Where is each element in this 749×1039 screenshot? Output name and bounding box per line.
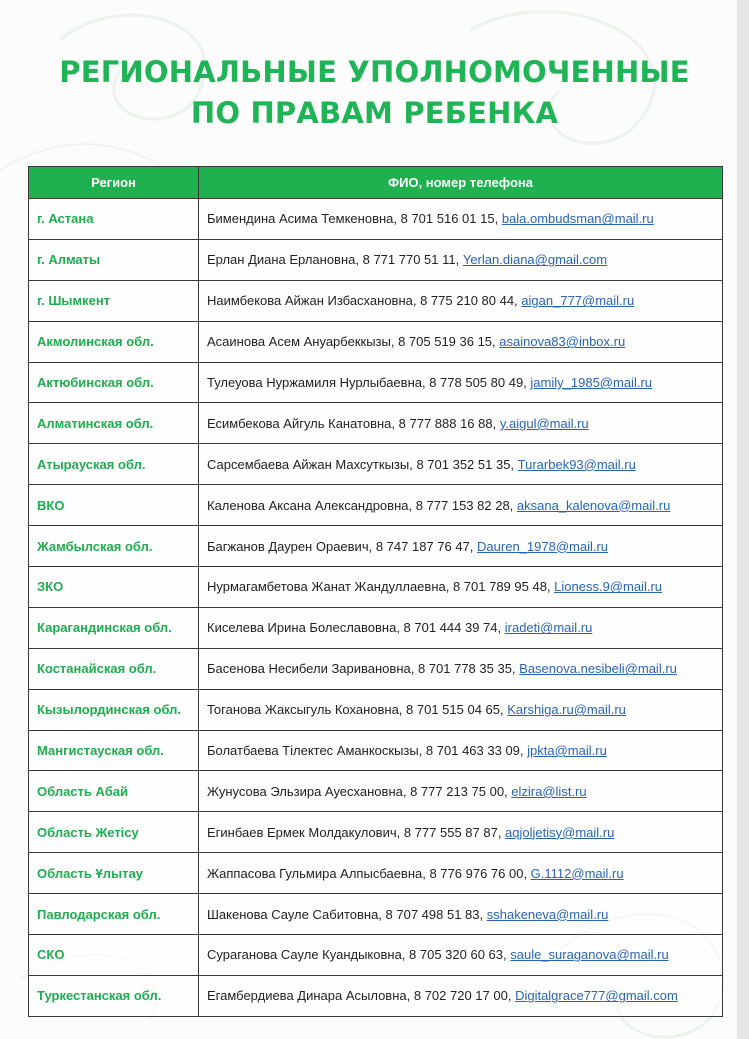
region-cell: ВКО: [29, 485, 199, 526]
contact-cell: [199, 812, 723, 853]
email-link[interactable]: jamily_1985@mail.ru: [530, 375, 652, 390]
contact-name-phone: Жунусова Эльзира Ауесхановна, 8 777 213 75 00,: [207, 783, 512, 799]
table-row: [29, 648, 723, 689]
contact-name-phone: Сарсембаева Айжан Махсуткызы, 8 701 352 51 35,: [207, 456, 518, 472]
region-cell: Алматинская обл.: [29, 403, 199, 444]
table-row: [29, 771, 723, 812]
contact-name-phone: Наимбекова Айжан Избасхановна, 8 775 210 80 44,: [207, 293, 522, 309]
contact-name-phone: Басенова Несибели Заривановна, 8 701 778 35 35,: [207, 661, 520, 677]
table-row: [29, 730, 723, 771]
table-row: [29, 935, 723, 976]
contact-cell: [199, 239, 723, 280]
table-row: [29, 812, 723, 853]
email-link[interactable]: jpkta@mail.ru: [527, 743, 607, 759]
email-link[interactable]: Digitalgrace777@gmail.com: [515, 988, 678, 1004]
region-cell: Туркестанская обл.: [29, 975, 199, 1016]
contact-cell: [199, 403, 723, 444]
contact-cell: [199, 894, 723, 935]
email-link[interactable]: bala.ombudsman@mail.ru: [501, 211, 654, 227]
table-body: [29, 199, 723, 1017]
ombudsman-table: [28, 166, 723, 1017]
contact-name-phone: Шакенова Сауле Сабитовна, 8 707 498 51 83,: [207, 906, 487, 922]
contact-cell: [199, 771, 723, 812]
email-link[interactable]: elzira@list.ru: [511, 783, 587, 799]
region-cell: Область Жетісу: [29, 812, 199, 853]
page-edge-shadow: [737, 0, 749, 1039]
title-line-1: РЕГИОНАЛЬНЫЕ УПОЛНОМОЧЕННЫЕ: [59, 55, 690, 89]
contact-cell: [199, 362, 723, 403]
email-link[interactable]: sshakeneva@mail.ru: [486, 906, 609, 922]
email-link[interactable]: Yerlan.diana@gmail.com: [462, 252, 608, 268]
email-link[interactable]: iradeti@mail.ru: [504, 620, 593, 636]
table-row: [29, 444, 723, 485]
contact-name-phone: Сураганова Сауле Куандыковна, 8 705 320 60 63,: [207, 947, 511, 963]
contact-name-phone: Асаинова Асем Ануарбеккызы, 8 705 519 36 15,: [207, 334, 500, 350]
table-row: [29, 975, 723, 1016]
contact-cell: [199, 935, 723, 976]
contact-cell: [199, 730, 723, 771]
contact-cell: [199, 853, 723, 894]
email-link[interactable]: asainova83@inbox.ru: [499, 334, 626, 350]
table-row: [29, 321, 723, 362]
email-link[interactable]: Turarbek93@mail.ru: [517, 456, 636, 472]
contact-cell: [199, 607, 723, 648]
contact-name-phone: Егамбердиева Динара Асыловна, 8 702 720 17 00,: [207, 988, 516, 1004]
contact-cell: [199, 648, 723, 689]
region-cell: Область Ұлытау: [29, 853, 199, 894]
email-link[interactable]: Karshiga.ru@mail.ru: [507, 702, 626, 718]
table-row: [29, 853, 723, 894]
contact-cell: [199, 321, 723, 362]
table-row: [29, 485, 723, 526]
region-cell: г. Шымкент: [29, 280, 199, 321]
header-region: Регион: [29, 167, 199, 199]
table-row: [29, 689, 723, 730]
table-row: [29, 526, 723, 567]
table-row: [29, 199, 723, 240]
region-cell: Павлодарская обл.: [29, 894, 199, 935]
region-cell: Область Абай: [29, 771, 199, 812]
region-cell: СКО: [29, 935, 199, 976]
region-cell: ЗКО: [29, 567, 199, 608]
region-cell: Актюбинская обл.: [29, 362, 199, 403]
contact-name-phone: Тулеуова Нуржамиля Нурлыбаевна, 8 778 505 80 49,: [207, 375, 531, 390]
table-row: [29, 362, 723, 403]
region-cell: Кызылординская обл.: [29, 689, 199, 730]
email-link[interactable]: Lioness.9@mail.ru: [554, 579, 663, 595]
contact-name-phone: Каленова Аксана Александровна, 8 777 153 82 28,: [207, 497, 517, 513]
document-title: [0, 52, 749, 134]
table-header-row: [29, 167, 723, 199]
region-cell: Карагандинская обл.: [29, 607, 199, 648]
region-cell: Костанайская обл.: [29, 648, 199, 689]
table-row: [29, 280, 723, 321]
email-link[interactable]: aigan_777@mail.ru: [521, 293, 635, 309]
contact-name-phone: Жаппасова Гульмира Алпысбаевна, 8 776 976 76 00,: [207, 865, 531, 881]
contact-cell: [199, 689, 723, 730]
contact-cell: [199, 567, 723, 608]
contact-cell: [199, 485, 723, 526]
contact-name-phone: Есимбекова Айгуль Канатовна, 8 777 888 16 88,: [207, 415, 500, 431]
table-row: [29, 607, 723, 648]
table-row: [29, 894, 723, 935]
contact-name-phone: Киселева Ирина Болеславовна, 8 701 444 39 74,: [207, 620, 505, 636]
region-cell: г. Астана: [29, 199, 199, 240]
contact-cell: [199, 280, 723, 321]
email-link[interactable]: Dauren_1978@mail.ru: [477, 538, 609, 554]
contact-name-phone: Егинбаев Ермек Молдакулович, 8 777 555 87 87,: [207, 824, 506, 840]
email-link[interactable]: Basenova.nesibeli@mail.ru: [519, 661, 677, 677]
email-link[interactable]: G.1112@mail.ru: [530, 865, 624, 881]
contact-cell: [199, 975, 723, 1016]
contact-cell: [199, 444, 723, 485]
header-contact: ФИО, номер телефона: [199, 167, 723, 199]
contact-name-phone: Тоганова Жаксыгуль Кохановна, 8 701 515 04 65,: [207, 702, 508, 718]
contact-name-phone: Бимендина Асима Темкеновна, 8 701 516 01 15,: [207, 211, 502, 227]
email-link[interactable]: saule_suraganova@mail.ru: [510, 947, 669, 963]
contact-name-phone: Багжанов Даурен Ораевич, 8 747 187 76 47,: [207, 538, 478, 554]
email-link[interactable]: aksana_kalenova@mail.ru: [516, 497, 671, 513]
email-link[interactable]: y.aigul@mail.ru: [499, 415, 589, 431]
contact-name-phone: Ерлан Диана Ерлановна, 8 771 770 51 11,: [207, 252, 463, 268]
contact-name-phone: Болатбаева Тілектес Аманкоскызы, 8 701 463 33 09,: [207, 743, 528, 759]
contact-cell: [199, 526, 723, 567]
contact-name-phone: Нурмагамбетова Жанат Жандуллаевна, 8 701 789 95 48,: [207, 579, 555, 595]
title-line-2: ПО ПРАВАМ РЕБЕНКА: [190, 96, 559, 130]
region-cell: Мангистауская обл.: [29, 730, 199, 771]
region-cell: Жамбылская обл.: [29, 526, 199, 567]
table-row: [29, 403, 723, 444]
region-cell: Акмолинская обл.: [29, 321, 199, 362]
table-row: [29, 239, 723, 280]
contact-cell: [199, 199, 723, 240]
region-cell: г. Алматы: [29, 239, 199, 280]
region-cell: Атырауская обл.: [29, 444, 199, 485]
email-link[interactable]: aqjoljetisy@mail.ru: [505, 824, 615, 840]
table-row: [29, 567, 723, 608]
